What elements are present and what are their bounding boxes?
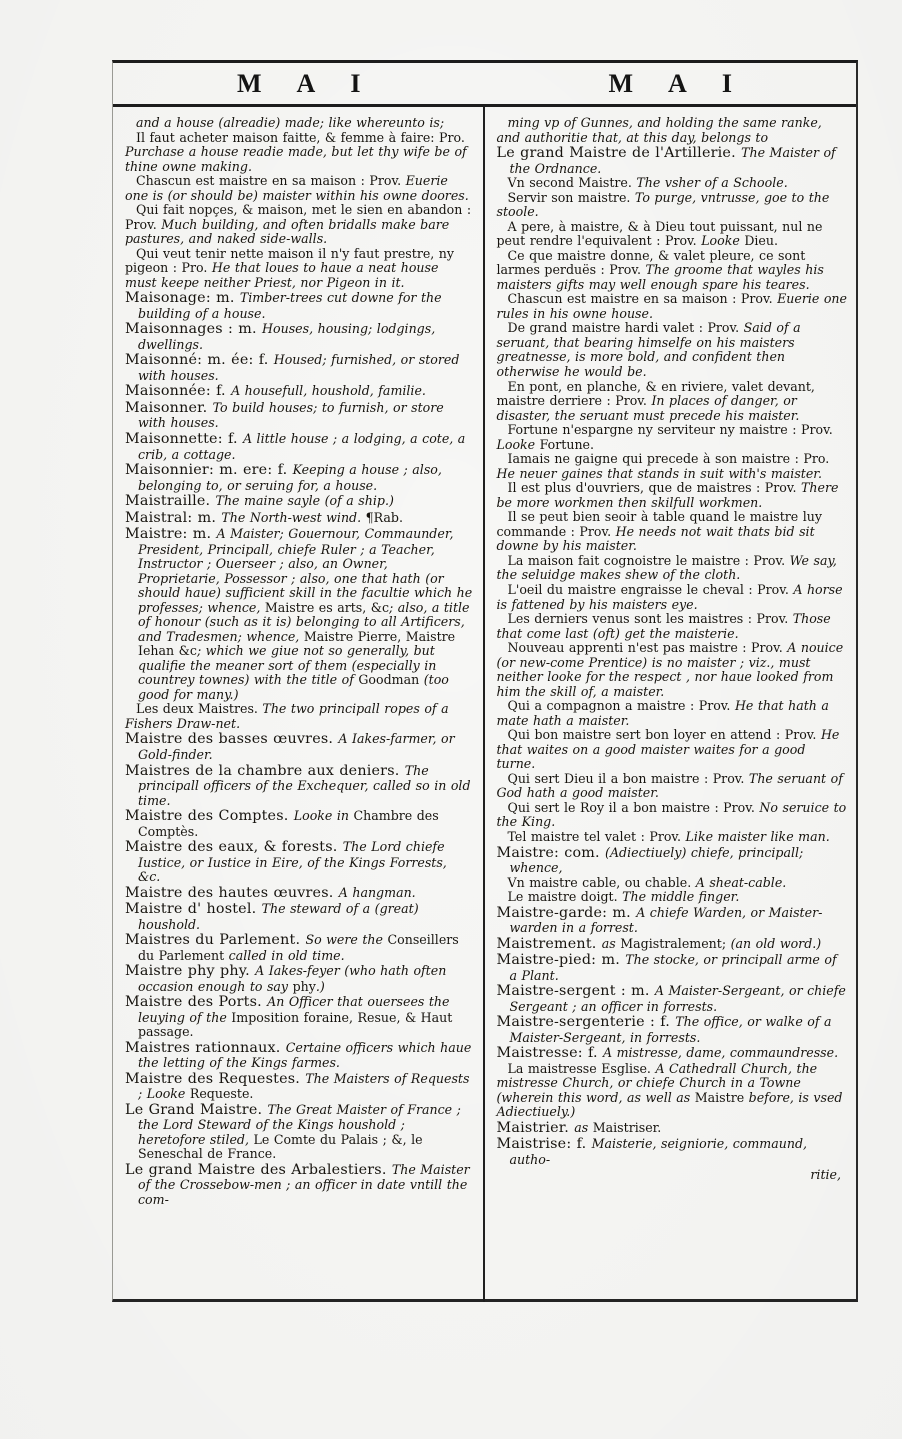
entry-headword: Maistral: m.: [125, 509, 222, 526]
dictionary-entry: [125, 203, 474, 247]
entry-headword: Maistre des Requestes.: [125, 1070, 306, 1087]
dictionary-entry: [497, 510, 848, 554]
entry-headword: Maistre d' hostel.: [125, 901, 262, 918]
entry-gloss: before, is vsed Adiectiuely.): [496, 1089, 843, 1120]
entry-headword: ¶Rab.: [365, 509, 403, 525]
entry-gloss: The stocke, or principall arme of a Plant.: [509, 952, 837, 983]
entry-gloss: (an old word.): [730, 935, 822, 951]
entry-headword: La maison fait cognoistre le maistre : Prov.: [507, 552, 790, 568]
entry-gloss: .): [315, 978, 325, 994]
entry-gloss: So were the: [305, 932, 388, 948]
entry-headword: Iamais ne gaigne qui precede à son maistre : Pro.: [507, 451, 830, 467]
dictionary-entry: [125, 352, 474, 383]
entry-gloss: No seruice to the King.: [496, 799, 847, 830]
entry-headword: Maistre des eaux, & forests.: [125, 839, 343, 856]
entry-gloss: The Maister of the Crossebow-men ; an officer in date vntill the com-: [138, 1161, 470, 1207]
entry-gloss: A Iakes-farmer, or Gold-finder.: [138, 731, 455, 762]
entry-headword: Maistrement.: [496, 935, 602, 952]
entry-gloss: The groome that wayles his maisters gifts may well enough spare his teares.: [496, 262, 824, 292]
entry-headword: Maistres du Parlement.: [125, 932, 306, 949]
entry-headword: Les deux Maistres.: [136, 701, 263, 717]
entry-headword: La maistresse Esglise.: [507, 1060, 656, 1076]
dictionary-entry: [497, 583, 848, 612]
entry-gloss: Housed; furnished, or stored with houses.: [138, 352, 460, 383]
entry-gloss: Houses, housing; lodgings, dwellings.: [138, 321, 436, 352]
entry-headword: Maisonner.: [125, 399, 213, 416]
entry-gloss: The North-west wind.: [221, 509, 366, 525]
dictionary-entry: [125, 808, 474, 839]
dictionary-entry: [497, 1136, 848, 1167]
dictionary-entry: [125, 1071, 474, 1102]
dictionary-entry: [497, 728, 848, 772]
dictionary-entry: [497, 220, 848, 249]
entry-gloss: A Maister-Sergeant, or chiefe Sergeant ; an officer in forrests.: [509, 983, 846, 1014]
dictionary-entry: [125, 1040, 474, 1071]
entry-gloss: Keeping a house ; also, belonging to, or seruing for, a house.: [138, 462, 442, 493]
entry-gloss: There be more workmen then skilfull workmen.: [496, 480, 839, 510]
entry-gloss: The Lord chiefe Iustice, or Iustice in Eire, of the Kings Forrests, &c.: [138, 839, 447, 885]
entry-gloss: ; also, a title of honour (such as it is) belonging to all Artificers, and Tradesmen; whence,: [138, 599, 470, 644]
dictionary-entry: [497, 116, 848, 145]
dictionary-entry: [497, 772, 848, 801]
entry-headword: Maistres de la chambre aux deniers.: [125, 762, 405, 779]
entry-headword: Maistre-sergent : m.: [496, 983, 655, 1000]
entry-gloss: The steward of a (great) houshold.: [138, 901, 419, 932]
dictionary-entry: [125, 247, 474, 291]
dictionary-entry: [497, 876, 848, 891]
entry-gloss: Looke: [701, 233, 745, 249]
entry-headword: Il est plus d'ouvriers, que de maistres : Prov.: [507, 480, 802, 496]
entry-gloss: Purchase a house readie made, but let thy wife be of thine owne making.: [125, 144, 467, 174]
left-column: [113, 107, 485, 1302]
entry-headword: Maisonnette: f.: [125, 431, 243, 447]
entry-gloss: A little house ; a lodging, a cote, a crib, a cottage.: [138, 431, 466, 462]
entry-gloss: To build houses; to furnish, or store with houses.: [138, 399, 444, 431]
entry-headword: Le Grand Maistre.: [125, 1101, 268, 1118]
entry-gloss: To purge, vntrusse, goe to the stoole.: [496, 189, 830, 220]
entry-headword: Maisonné: m. ée: f.: [125, 352, 274, 369]
entry-gloss: The middle finger.: [622, 889, 740, 905]
dictionary-entry: [497, 423, 848, 452]
dictionary-entry: [497, 1014, 848, 1045]
entry-gloss: He that loues to haue a neat house must keepe neither Priest, nor Pigeon in it.: [125, 260, 439, 290]
dictionary-entry: [125, 383, 474, 400]
dictionary-entry: [125, 885, 474, 902]
dictionary-entry: [125, 510, 474, 527]
entry-headword: Tel maistre tel valet : Prov.: [507, 829, 686, 844]
entry-headword: Qui fait nopçes, & maison, met le sien en abandon : Prov.: [125, 202, 472, 232]
dictionary-entry: [125, 131, 474, 175]
entry-headword: Requeste.: [189, 1086, 254, 1102]
entry-gloss: called in old time.: [228, 947, 345, 963]
entry-gloss: A horse is fattened by his maisters eye.: [496, 581, 843, 612]
page-frame: [112, 60, 858, 1302]
entry-gloss: A nouice (or new-come Prentice) is no maister ; viz., must neither looke for the respect , nor haue looked from him the skill of, a maister.: [496, 640, 844, 699]
dictionary-entry: [125, 321, 474, 352]
dictionary-entry: [125, 763, 474, 809]
dictionary-entry: [497, 554, 848, 583]
entry-gloss: ; which we giue not so generally, but qualifie the meaner sort of them (especially in countrey townes) with the title of: [138, 643, 437, 688]
entry-gloss: The two principall ropes of a Fishers Draw-net.: [125, 701, 449, 731]
entry-gloss: A Cathedrall Church, the mistresse Church, or chiefe Church in a Towne (wherein this word, as well as: [496, 1060, 818, 1105]
dictionary-entry: [497, 983, 848, 1014]
entry-headword: Maistre des Ports.: [125, 994, 268, 1011]
entry-gloss: A chiefe Warden, or Maister-warden in a forrest.: [509, 904, 823, 936]
dictionary-entry: [497, 936, 848, 953]
dictionary-entry: [497, 801, 848, 830]
running-head: [113, 63, 856, 107]
dictionary-entry: [497, 145, 848, 176]
entry-gloss: He neuer gaines that stands in suit with's maister.: [496, 465, 822, 481]
entry-headword: Maistre: com.: [496, 844, 606, 861]
entry-headword: De grand maistre hardi valet : Prov.: [507, 320, 744, 336]
entry-headword: Il faut acheter maison faitte, & femme à faire: Pro.: [136, 129, 465, 145]
entry-headword: Le grand Maistre des Arbalestiers.: [125, 1161, 392, 1178]
entry-headword: Conseillers du Parlement: [138, 932, 459, 963]
entry-gloss: The principall officers of the Exchequer, called so in old time.: [138, 762, 471, 808]
entry-gloss: The seruant of God hath a good maister.: [496, 770, 843, 801]
entry-headword: Les derniers venus sont les maistres : Prov.: [507, 611, 793, 627]
dictionary-entry: [125, 702, 474, 731]
entry-gloss: and a house (alreadie) made; like whereunto is;: [136, 115, 445, 130]
entry-gloss: A mistresse, dame, commaundresse.: [602, 1045, 839, 1061]
dictionary-entry: [125, 1102, 474, 1162]
dictionary-entry: [125, 526, 474, 702]
entry-headword: Servir son maistre.: [507, 189, 635, 205]
entry-headword: Maistres rationnaux.: [125, 1039, 286, 1056]
dictionary-entry: [125, 116, 474, 131]
entry-headword: Magistralement;: [620, 935, 731, 951]
entry-headword: Maistre es arts, &c: [264, 599, 390, 615]
entry-headword: Qui a compagnon a maistre : Prov.: [507, 698, 735, 714]
entry-headword: Imposition foraine, Resue, & Haut passage.: [138, 1009, 453, 1040]
dictionary-entry: [497, 830, 848, 845]
entry-headword: phy: [292, 978, 316, 994]
dictionary-entry: [497, 380, 848, 424]
entry-gloss: He that hath a mate hath a maister.: [496, 698, 829, 728]
entry-gloss: Euerie one rules in his owne house.: [496, 291, 848, 321]
entry-headword: Maistraille.: [125, 493, 216, 510]
page-header-left: M A I: [236, 68, 376, 98]
entry-headword: Le Comte du Palais ; &, le Seneschal de France.: [138, 1131, 423, 1162]
dictionary-entry: [497, 905, 848, 936]
entry-headword: Fortune n'espargne ny serviteur ny maistre : Prov.: [507, 422, 833, 438]
entry-gloss: The Maister of the Ordnance.: [509, 145, 836, 176]
dictionary-entry: [125, 932, 474, 963]
entry-gloss: Maisterie, seigniorie, commaund, autho-: [509, 1136, 808, 1167]
entry-gloss: ming vp of Gunnes, and holding the same ranke, and authoritie that, at this day, belongs to: [496, 115, 822, 145]
entry-gloss: An Officer that ouersees the leuying of the: [138, 994, 450, 1025]
entry-headword: Ce que maistre donne, & valet pleure, ce sont larmes perduës : Prov.: [496, 247, 806, 278]
entry-headword: Maistresse: f.: [496, 1045, 603, 1062]
dictionary-entry: [125, 462, 474, 493]
catchword: ritie,: [810, 1167, 841, 1183]
dictionary-entry: [497, 612, 848, 641]
entry-gloss: The vsher of a Schoole.: [636, 175, 788, 191]
entry-headword: L'oeil du maistre engraisse le cheval : Prov.: [507, 581, 794, 597]
entry-gloss: Those that come last (oft) get the maisterie.: [496, 611, 831, 641]
entry-gloss: We say, the seluidge makes shew of the cloth.: [496, 552, 837, 583]
entry-gloss: He needs not wait thats bid sit downe by his maister.: [496, 523, 815, 554]
dictionary-entry: [125, 963, 474, 994]
entry-headword: Qui sert Dieu il a bon maistre : Prov.: [507, 770, 749, 786]
entry-gloss: Euerie one is (or should be) maister within his owne doores.: [125, 173, 469, 203]
dictionary-entry: [125, 731, 474, 762]
dictionary-entry: [497, 699, 848, 728]
entry-gloss: In places of danger, or disaster, the seruant must precede his maister.: [496, 393, 800, 423]
entry-headword: Le maistre doigt.: [507, 889, 623, 905]
entry-gloss: as: [601, 935, 621, 951]
dictionary-entry: [125, 994, 474, 1040]
text-columns: [113, 107, 856, 1302]
entry-gloss: The maine sayle (of a ship.): [215, 493, 394, 509]
dictionary-entry: [497, 1045, 848, 1062]
entry-headword: Maisonnée: f.: [125, 383, 232, 400]
entry-headword: Maistrise: f.: [496, 1136, 592, 1153]
entry-gloss: (too good for many.): [138, 672, 449, 702]
entry-gloss: A sheat-cable.: [695, 874, 787, 890]
entry-gloss: Looke in: [293, 808, 354, 824]
page-header-right: M A I: [608, 68, 748, 98]
entry-headword: En pont, en planche, & en riviere, valet devant, maistre derriere : Prov.: [496, 378, 815, 409]
dictionary-entry: [125, 493, 474, 510]
entry-gloss: Much building, and often bridalls make bare pastures, and naked side-walls.: [125, 216, 450, 247]
entry-headword: Il se peut bien seoir à table quand le maistre luy commande : Prov.: [496, 509, 823, 539]
dictionary-entry: [497, 952, 848, 983]
entry-gloss: Timber-trees cut downe for the building of a house.: [138, 290, 442, 321]
entry-gloss: Like maister like man.: [685, 829, 830, 844]
entry-gloss: A Iakes-feyer (who hath often occasion enough to say: [138, 963, 447, 994]
dictionary-entry: [497, 1120, 848, 1137]
entry-headword: Maistre-sergenterie : f.: [496, 1014, 676, 1031]
dictionary-entry: [497, 249, 848, 293]
entry-headword: Le grand Maistre de l'Artillerie.: [496, 145, 742, 162]
entry-headword: Maistrier.: [496, 1119, 575, 1136]
entry-headword: Goodman: [358, 672, 420, 688]
entry-headword: Chascun est maistre en sa maison : Prov.: [507, 291, 778, 307]
dictionary-entry: [497, 321, 848, 379]
dictionary-entry: [497, 292, 848, 321]
entry-gloss: Said of a seruant, that bearing himselfe on his maisters greatnesse, is more bold, and confident then otherwise he would be.: [496, 320, 801, 379]
entry-headword: Maisonage: m.: [125, 290, 240, 307]
dictionary-entry: [497, 845, 848, 876]
entry-gloss: Looke: [496, 436, 540, 452]
dictionary-entry: [497, 1062, 848, 1120]
right-column: [485, 107, 857, 1302]
entry-gloss: The office, or walke of a Maister-Sergeant, in forrests.: [509, 1014, 832, 1045]
entry-headword: Maistre-pied: m.: [496, 952, 626, 969]
dictionary-entry: [125, 400, 474, 431]
entry-gloss: Certaine officers which haue the letting of the Kings farmes.: [138, 1039, 472, 1071]
entry-headword: Maistriser.: [592, 1119, 662, 1135]
dictionary-entry: [125, 1162, 474, 1208]
dictionary-entry: [125, 839, 474, 885]
entry-headword: Maistre des basses œuvres.: [125, 731, 339, 748]
entry-headword: Maistre des Comptes.: [125, 808, 294, 825]
entry-headword: Maistre phy phy.: [125, 963, 256, 980]
entry-gloss: The Great Maister of France ; the Lord Steward of the Kings houshold ; heretofore stiled,: [138, 1101, 461, 1147]
entry-headword: Chascun est maistre en sa maison : Prov.: [136, 173, 406, 189]
entry-gloss: A housefull, houshold, familie.: [231, 383, 426, 399]
dictionary-entry: [125, 290, 474, 321]
entry-headword: Fortune.: [539, 436, 595, 452]
dictionary-entry: [497, 890, 848, 905]
entry-headword: Maistre-garde: m.: [496, 904, 637, 921]
entry-headword: Qui sert le Roy il a bon maistre : Prov.: [507, 799, 760, 815]
entry-gloss: He that waites on a good maister waites for a good turne.: [496, 727, 840, 772]
entry-headword: Vn second Maistre.: [507, 175, 637, 191]
entry-headword: Maistre Pierre, Maistre Iehan &c: [138, 628, 456, 659]
entry-headword: Vn maistre cable, ou chable.: [507, 874, 696, 890]
entry-headword: A pere, à maistre, & à Dieu tout puissant, nul ne peut rendre l'equivalent : Prov.: [496, 218, 823, 249]
entry-headword: Maisonnages : m.: [125, 321, 263, 338]
entry-headword: Nouveau apprenti n'est pas maistre : Prov.: [507, 640, 788, 656]
entry-gloss: A Maister; Gouernour, Commaunder, President, Principall, chiefe Ruler ; a Teacher, Instructor ; Ouerseer ; also, an Owner, Proprietarie, Possessor ; also, one that hath (or should haue) sufficient skill in the facultie which he professes; whence,: [138, 526, 473, 615]
dictionary-entry: [125, 901, 474, 932]
entry-headword: Maisonnier: m. ere: f.: [125, 462, 293, 479]
dictionary-entry: [497, 481, 848, 510]
dictionary-entry: [125, 174, 474, 203]
entry-gloss: A hangman.: [338, 884, 416, 900]
entry-headword: Maistre: m.: [125, 526, 217, 543]
dictionary-entry: [497, 452, 848, 481]
entry-headword: Chambre des Comptès.: [138, 808, 439, 839]
entry-gloss: The Maisters of Requests ; Looke: [138, 1070, 470, 1102]
dictionary-entry: [125, 431, 474, 462]
entry-headword: Qui veut tenir nette maison il n'y faut prestre, ny pigeon : Pro.: [125, 245, 455, 276]
dictionary-entry: [497, 191, 848, 220]
entry-headword: Maistre: [694, 1089, 749, 1105]
dictionary-entry: [497, 176, 848, 191]
entry-gloss: as: [574, 1119, 593, 1135]
entry-headword: Maistre des hautes œuvres.: [125, 884, 339, 901]
entry-headword: Dieu.: [744, 233, 779, 249]
entry-gloss: (Adiectiuely) chiefe, principall; whence,: [509, 844, 804, 876]
dictionary-entry: [497, 641, 848, 699]
entry-headword: Qui bon maistre sert bon loyer en attend : Prov.: [507, 727, 821, 743]
